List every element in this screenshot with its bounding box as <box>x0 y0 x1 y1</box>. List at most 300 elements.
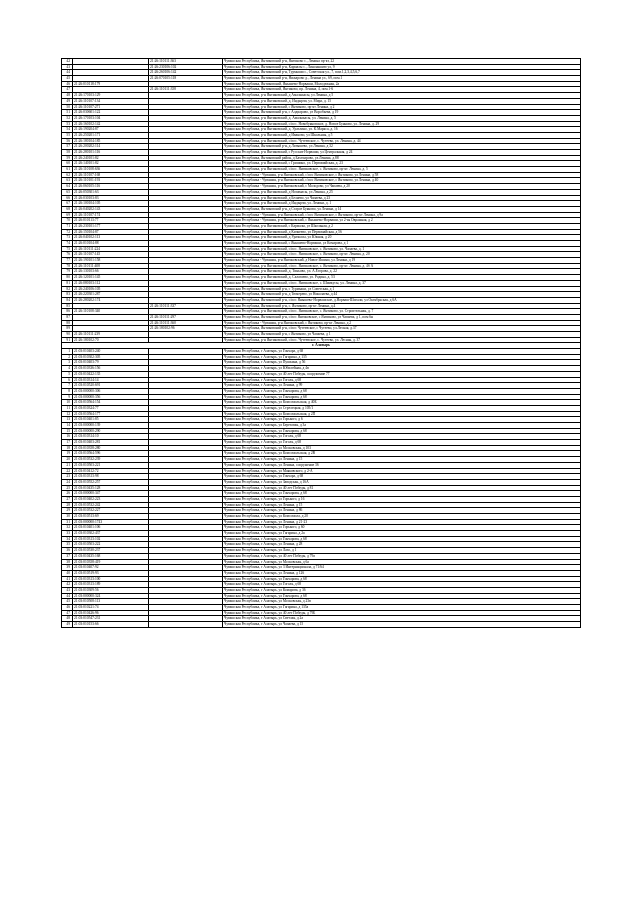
row-number: 2 <box>62 354 73 360</box>
address-cell: Чувашская Республика, г Алатырь, ул 40 лет Победы, д 81 <box>223 485 581 491</box>
address-cell: Чувашская Республика, Янтиковский р-н, с Янтиково, ул Чапаева, д 1 <box>223 332 581 338</box>
address-cell: Чувашская Республика - Чувашия, р-н Янтиковский, с Молодово, ул Чапаева, д 20 <box>223 184 581 190</box>
cadastral-number-land: 21:03:010564:596 <box>73 451 149 457</box>
cadastral-number-building: 21:26:260106:142 <box>149 70 223 76</box>
row-number: 44 <box>62 593 73 599</box>
row-number: 61 <box>62 167 73 173</box>
address-cell: Чувашская Республика, р-н Янтиковский, с/пос. Янтиковское, с. Янтиково, ул. Чапаева, д. 1 <box>223 246 581 252</box>
cadastral-number-land: 21:26:180102:70 <box>73 337 149 343</box>
row-number: 55 <box>62 132 73 138</box>
cadastral-number-land: 21:03:010153:66 <box>73 622 149 628</box>
address-cell: Чувашская Республика, р-н Янтиковский, д. Индырчи, ул. Мира, д. 15 <box>223 98 581 104</box>
cadastral-number-land: 21:26:240101:82 <box>73 155 149 161</box>
cadastral-number-land: 21:03:010508:113 <box>73 599 149 605</box>
row-number: 43 <box>62 64 73 70</box>
address-cell: Чувашская Республика, г Алатырь, ул Комарова, д 36 <box>223 587 581 593</box>
row-number: 88 <box>62 320 73 326</box>
cadastral-number-land: 21:03:000000:290 <box>73 428 149 434</box>
address-cell: Чувашская Республика, г Алатырь, ул Лазо, д 1 <box>223 548 581 554</box>
row-number: 90 <box>62 332 73 338</box>
address-cell: Чувашская Республика, г Алатырь, ул Гончарова, д 68 <box>223 576 581 582</box>
row-number: 14 <box>62 423 73 429</box>
row-number: 62 <box>62 172 73 178</box>
address-cell: Чувашская Республика, Янтиковский р-н, Турмыши с., Советская ул., 7, пом.1,2,3,4,5,6,7 <box>223 70 581 76</box>
row-number: 29 <box>62 508 73 514</box>
row-number: 25 <box>62 485 73 491</box>
address-cell: Чувашская Республика, Янтиковский р-н, с/пос Янтиковское, с Янтиково, ул Чапаева, д 1, пом 6н <box>223 314 581 320</box>
address-cell: Чувашская Республика, Янтиковский р-н, Кармалы с., Линоньшию ул, 9 <box>223 64 581 70</box>
address-cell: Чувашская Республика, г Алатырь, ул Горького, д 16 <box>223 496 581 502</box>
cadastral-number-building: 21:26:070105:118 <box>149 76 223 82</box>
document-page <box>61 58 580 628</box>
table-body-alatyr <box>62 349 581 628</box>
row-number: 17 <box>62 440 73 446</box>
table-row <box>62 622 581 628</box>
row-number: 69 <box>62 212 73 218</box>
table-body-yantikovsky <box>62 59 581 343</box>
row-number: 79 <box>62 269 73 275</box>
cadastral-number-land: 21:03:010313:102 <box>73 536 149 542</box>
row-number: 84 <box>62 297 73 303</box>
row-number: 38 <box>62 559 73 565</box>
address-cell: Чувашская Республика, р-н Янтиковский, с/пос. Янтиковское, с. Шимкусы, ул. Ленина, д. 37 <box>223 280 581 286</box>
address-cell: Чувашская Республика, г Алатырь, ул Комсомольская, д 2В <box>223 451 581 457</box>
row-number: 51 <box>62 110 73 116</box>
address-cell: Чувашская Республика, г Алатырь, ул Горького, д 6 <box>223 417 581 423</box>
cadastral-number-land: 21:03:000000:306 <box>73 388 149 394</box>
row-number: 52 <box>62 115 73 121</box>
cadastral-number-land: 21:26:010113:77 <box>73 218 149 224</box>
cadastral-number-land: 21:03:000000:347 <box>73 491 149 497</box>
cadastral-number-building: 21:26:110111:358 <box>149 87 223 93</box>
cadastral-number-land: 21:26:240106:105 <box>73 286 149 292</box>
cadastral-number-land: 21:26:110111:408 <box>73 263 149 269</box>
section-title: г. Алатырь <box>62 343 581 349</box>
address-cell: Чувашская Республика, г Алатырь, ул Светлая, д 2а <box>223 616 581 622</box>
address-cell: Чувашская Республика, Янтиковский р-н, Янтиково с., Ленина пр-кт, 22 <box>223 59 581 65</box>
row-number: 48 <box>62 93 73 99</box>
row-number: 9 <box>62 394 73 400</box>
address-cell: Чувашская Республика, р-н Янтиковский, с Гришино, ул. Первомайская, д. 23 <box>223 161 581 167</box>
row-number: 36 <box>62 548 73 554</box>
row-number: 28 <box>62 502 73 508</box>
cadastral-number-land: 21:26:160102:142 <box>73 121 149 127</box>
cadastral-number-land: 21:03:010302:437 <box>73 531 149 537</box>
cadastral-number-land: 21:03:010402:223 <box>73 496 149 502</box>
cadastral-number-land: 21:03:010422:135 <box>73 371 149 377</box>
row-number: 18 <box>62 445 73 451</box>
cadastral-number-land: 21:03:000000:1743 <box>73 519 149 525</box>
cadastral-number-building: 21:26:110111:297 <box>149 314 223 320</box>
row-number: 33 <box>62 531 73 537</box>
address-cell: Чувашская Республика - Чувашия, р-н Янтиковский, с Янтиково, пр-кт Ленина, д 2 <box>223 320 581 326</box>
cadastral-number-land: 21:26:010118:179 <box>73 81 149 87</box>
row-number: 42 <box>62 582 73 588</box>
address-cell: Чувашская Республика, г Алатырь, ул Гоголя, д 68 <box>223 377 581 383</box>
cadastral-number-land: 21:03:010532:239 <box>73 457 149 463</box>
cadastral-number-building: 21:26:230106:102 <box>149 64 223 70</box>
row-number: 41 <box>62 576 73 582</box>
row-number: 49 <box>62 98 73 104</box>
address-cell: Чувашская Республика, г Алатырь, ул Ленина, сооружение 36 <box>223 462 581 468</box>
cadastral-number-land: 21:26:080103:112 <box>73 280 149 286</box>
cadastral-number-land: 21:26:120101:145 <box>73 275 149 281</box>
cadastral-number-land: 21:03:010503:221 <box>73 462 149 468</box>
address-cell: Чувашская Республика, р-н Янтиковский, с/пос. Янтиковское, с. Янтиково, пр-кт. Ленина, д. 20 <box>223 252 581 258</box>
address-cell: Чувашская Республика, р-н Янтиковский, с Янышево-Норваши, ул Комарова, д 1 <box>223 241 581 247</box>
cadastral-number-land: 21:26:100104:105 <box>73 201 149 207</box>
address-cell: Чувашская Республика, Янтиковский р-н, с Турмыши, ул Советская, д 1 <box>223 286 581 292</box>
cadastral-number-land: 21:26:110107:145 <box>73 252 149 258</box>
address-cell: Чувашская Республика, р-н Янтиковский, д. Салагаево, ул. Родина, д. 53 <box>223 275 581 281</box>
row-number: 58 <box>62 150 73 156</box>
cadastral-number-land: 21:03:010403:240 <box>73 349 149 355</box>
row-number: 31 <box>62 519 73 525</box>
cadastral-number-land: 21:26:110101:193 <box>73 178 149 184</box>
row-number: 24 <box>62 479 73 485</box>
row-number: 47 <box>62 87 73 93</box>
row-number: 43 <box>62 587 73 593</box>
row-number: 44 <box>62 70 73 76</box>
address-cell: Чувашская Республика, г Алатырь, ул 40 лет Победы, д 79Б <box>223 610 581 616</box>
address-cell: Чувашская Республика, р-н Янтиковский, с Янтиково, пр-кт Ленина, д 2 <box>223 104 581 110</box>
row-number: 74 <box>62 241 73 247</box>
cadastral-number-land: 21:03:010401:85 <box>73 417 149 423</box>
row-number: 48 <box>62 616 73 622</box>
address-cell: Чувашская Республика, г Алатырь, ул Гончарова, д 68 <box>223 491 581 497</box>
row-number: 11 <box>62 405 73 411</box>
row-number: 34 <box>62 536 73 542</box>
row-number: 68 <box>62 206 73 212</box>
cadastral-number-land: 21:26:050301:63 <box>73 189 149 195</box>
row-number: 39 <box>62 565 73 571</box>
row-number: 30 <box>62 514 73 520</box>
cadastral-number-land: 21:03:010547:231 <box>73 616 149 622</box>
address-cell: Чувашская Республика, р-н Янтиковский, д Нопамасы, ул Ленина, д 25 <box>223 189 581 195</box>
row-number: 78 <box>62 263 73 269</box>
address-cell: Чувашская Республика, г Алатырь, ул Ленина, д 99 <box>223 383 581 389</box>
address-cell: Чувашская Республика, Янтиковский р-н, д Латышево, ул Ленина, д 32 <box>223 144 581 150</box>
row-number: 35 <box>62 542 73 548</box>
row-number: 16 <box>62 434 73 440</box>
address-cell: Чувашская Республика - Чувашия, р-н Янтиковский, с/пос Янтиковское, с Янтиково, ул Ленина, д 58 <box>223 172 581 178</box>
address-cell: Чувашская Республика, р-н Янтиковский, с/пос. Янтиковское, с. Янтиково, пр-кт. Ленина, д. 5 <box>223 167 581 173</box>
row-number: 23 <box>62 474 73 480</box>
address-cell: Чувашская Республика - Чувашия, р-н Янтиковский, д Новое Ишино, ул Ленина, д 19 <box>223 258 581 264</box>
row-number: 56 <box>62 138 73 144</box>
cadastral-number-land: 21:26:110108:636 <box>73 167 149 173</box>
address-cell: Чувашская Республика, р-н Янтиковский, д Амалыкасы, ул Ленина, д 5 <box>223 93 581 99</box>
address-cell: Чувашская Республика, г Алатырь, ул Гоголя, д 68 <box>223 582 581 588</box>
address-cell: Чувашская Республика, г Алатырь, ул Ленина, д 28 <box>223 542 581 548</box>
address-cell: Чувашская Республика, р-н Янтиковский, д. Уразлино, ул. К.Маркса, д. 16 <box>223 127 581 133</box>
cadastral-number-land: 21:03:010314:10 <box>73 434 149 440</box>
cadastral-number-building <box>149 622 223 628</box>
row-number: 47 <box>62 610 73 616</box>
cadastral-number-building: 21:26:110111:363 <box>149 59 223 65</box>
row-number: 3 <box>62 360 73 366</box>
address-cell: Чувашская Республика, Янтиковский р-н, д Старое Буяново, ул Ленина, д 14 <box>223 206 581 212</box>
cadastral-number-land: 21:26:200202:114 <box>73 144 149 150</box>
address-cell: Чувашская Республика, р-н Янтиковский, с/пос. Чутеевское, с. Чутеево, ул. Ленина, д. 44 <box>223 138 581 144</box>
address-cell: Чувашская Республика, г Алатырь, ул Березовая, д 3а <box>223 423 581 429</box>
cadastral-number-land: 21:26:150104:87 <box>73 229 149 235</box>
address-cell: Чувашская Республика, г Алатырь, ул 40 лет Победы, д 79а <box>223 553 581 559</box>
row-number: 5 <box>62 371 73 377</box>
address-cell: Чувашская Республика, р-н Янтиковский, с/пос. Новобуяновское, д. Новое Буяново, ул. Ленина, д. 29 <box>223 121 581 127</box>
cadastral-number-land: 21:03:010313:189 <box>73 582 149 588</box>
row-number: 4 <box>62 366 73 372</box>
address-cell: Чувашская Республика, г Алатырь, ул Гагарина, д 135 <box>223 354 581 360</box>
row-number: 13 <box>62 417 73 423</box>
address-cell: Чувашская Республика, Янтиковский, Янышево-Норваши, Молодежная, 2а <box>223 81 581 87</box>
address-cell: Чувашская Республика, р-н Янтиковский, с/пос. Янтиковское, с. Янтиково, ул. Строительная, д. 7 <box>223 309 581 315</box>
address-cell: Чувашская Республика - Чувашия, р-н Янтиковский, с/пос Янтиковское, с Янтиково, ул Ленина, д 40 <box>223 178 581 184</box>
address-cell: Чувашская Республика, р-н Янтиковский, с Русские Норваши, ул Центральная, д 24 <box>223 150 581 156</box>
cadastral-number-land: 21:03:010309:56 <box>73 587 149 593</box>
cadastral-number-land: 21:26:010104:88 <box>73 241 149 247</box>
row-number: 85 <box>62 303 73 309</box>
cadastral-number-land: 21:03:010412:72 <box>73 468 149 474</box>
cadastral-number-land: 21:03:010435:168 <box>73 553 149 559</box>
cadastral-number-land: 21:03:010313:100 <box>73 576 149 582</box>
address-cell: Чувашская Республика, г Алатырь, ул Ленина, д 21-23 <box>223 519 581 525</box>
address-cell: Чувашская Республика, р-н Янтиковский, с/пос. Чутеевское, с. Чутеево, ул. Лесная, д. 37 <box>223 337 581 343</box>
cadastral-number-land: 21:26:230101:177 <box>73 223 149 229</box>
address-cell: Чувашская Республика - Чувашия, р-н Янтиковский, с/пос Янтиковское, с Янтиково, пр-кт Ленина, д 9а <box>223 212 581 218</box>
cadastral-number-land: 21:03:010358:419 <box>73 559 149 565</box>
address-cell: Чувашская Республика, Янтиковский, Янтиково, пр. Ленина, 4, пом.1-6 <box>223 87 581 93</box>
row-number: 72 <box>62 229 73 235</box>
address-cell: Чувашская Республика, г Алатырь, ул 40 лет Победы, сооружение 77 <box>223 371 581 377</box>
address-cell: Чувашская Республика, г Алатырь, ул Заводская, д 16А <box>223 479 581 485</box>
row-number: 46 <box>62 81 73 87</box>
address-cell: Чувашская Республика, г Алатырь, ул Гоголя, д 68 <box>223 440 581 446</box>
cadastral-number-land: 21:26:220301:287 <box>73 292 149 298</box>
address-cell: Чувашская Республика, р-н Янтиковский, д Иваново, ул Школьная, д 5 <box>223 132 581 138</box>
cadastral-number-land: 21:03:010426:96 <box>73 610 149 616</box>
row-number: 49 <box>62 622 73 628</box>
row-number: 66 <box>62 195 73 201</box>
row-number: 63 <box>62 178 73 184</box>
cadastral-number-land: 21:26:170103:129 <box>73 93 149 99</box>
row-number: 76 <box>62 252 73 258</box>
address-cell: Чувашская Республика, Янтиковский р-н, Нижарово д., Ленина ул., 69, пом.1 <box>223 76 581 82</box>
row-number: 64 <box>62 184 73 190</box>
address-cell: Чувашская Республика, г Алатырь, ул Комсомольская, д 2П <box>223 411 581 417</box>
address-cell: Чувашская Республика, Янтиковский р-н, д Тюмерево, ул Николаева, д 44 <box>223 292 581 298</box>
cadastral-number-land: 21:03:010221:74 <box>73 605 149 611</box>
address-cell: Чувашская Республика, Янтиковский р-н, с/пос Янышево-Норвашское, д.Норваш-Шигали, ул Октябрьская, д 6А <box>223 297 581 303</box>
row-number: 32 <box>62 525 73 531</box>
cadastral-number-land: 21:26:040202:143 <box>73 206 149 212</box>
address-cell: Чувашская Республика, Янтиковский район, д Бахтиарово, ул.Ленина, д.88 <box>223 155 581 161</box>
row-number: 6 <box>62 377 73 383</box>
cadastral-number-building: 21:26:110111:360 <box>149 320 223 326</box>
cadastral-number-land: 21:03:010532:227 <box>73 508 149 514</box>
address-cell: Чувашская Республика, г Алатырь, ул Маяковского, д 2-А <box>223 468 581 474</box>
address-cell: Чувашская Республика, г Алатырь, ул Ленина, д 86 <box>223 508 581 514</box>
cadastral-number-land: 21:26:110107:134 <box>73 98 149 104</box>
cadastral-number-land: 21:03:000000:139 <box>73 423 149 429</box>
address-cell: Чувашская Республика, г Алатырь, ул Гончарова, д 68 <box>223 388 581 394</box>
property-table <box>61 58 581 628</box>
cadastral-number-land: 21:03:010519:93 <box>73 570 149 576</box>
cadastral-number-land: 21:26:110111:224 <box>73 246 149 252</box>
cadastral-number-land: 21:03:010513:69 <box>73 514 149 520</box>
cadastral-number-land: 21:26:060105:116 <box>73 184 149 190</box>
cadastral-number-land: 21:03:010435:128 <box>73 485 149 491</box>
row-number: 89 <box>62 326 73 332</box>
row-number: 77 <box>62 258 73 264</box>
row-number: 91 <box>62 337 73 343</box>
row-number: 73 <box>62 235 73 241</box>
address-cell: Чувашская Республика, г Алатырь, ул Горького, д 60 <box>223 525 581 531</box>
cadastral-number-land: 21:26:280202:174 <box>73 297 149 303</box>
address-cell: Чувашская Республика, г Алатырь, ул Московская, д 23в <box>223 599 581 605</box>
row-number: 71 <box>62 223 73 229</box>
cadastral-number-land: 21:26:110107:271 <box>73 104 149 110</box>
address-cell: Чувашская Республика, Янтиковский р-н, с Алдиарово, ул Воробьева, д 19 <box>223 110 581 116</box>
cadastral-number-land: 21:03:010407:92 <box>73 565 149 571</box>
cadastral-number-building: 21:26:110111:337 <box>149 303 223 309</box>
address-cell: Чувашская Республика, р-н Янтиковский, с Кармалы, ул Школьная, д 2 <box>223 223 581 229</box>
address-cell: Чувашская Республика, г Алатырь, ул Комсомола, д 20 <box>223 514 581 520</box>
address-cell: Чувашская Республика, г Алатырь, ул Гончара, д 68 <box>223 349 581 355</box>
cadastral-number-land: 21:26:170103:104 <box>73 115 149 121</box>
row-number: 15 <box>62 428 73 434</box>
row-number: 87 <box>62 314 73 320</box>
row-number: 80 <box>62 275 73 281</box>
cadastral-number-land: 21:03:000000:324 <box>73 593 149 599</box>
cadastral-number-land: 21:03:010564:154 <box>73 400 149 406</box>
row-number: 70 <box>62 218 73 224</box>
row-number: 83 <box>62 292 73 298</box>
row-number: 12 <box>62 411 73 417</box>
cadastral-number-land: 21:26:180104:185 <box>73 138 149 144</box>
address-cell: Чувашская Республика, р-н Янтиковский, с/пос. Янтиковское, с. Янтиково, пр-кт. Ленина, д. 4б А <box>223 263 581 269</box>
address-cell: Чувашская Республика, г Алатырь, ул Пушкина, д 56 <box>223 360 581 366</box>
cadastral-number-land: 21:03:010552:257 <box>73 479 149 485</box>
row-number: 45 <box>62 599 73 605</box>
cadastral-number-land: 21:03:010324:77 <box>73 405 149 411</box>
row-number: 42 <box>62 59 73 65</box>
cadastral-number-land: 21:03:000000:356 <box>73 394 149 400</box>
row-number: 10 <box>62 400 73 406</box>
address-cell: Чувашская Республика, г Алатырь, ул Гагарина, д 135а <box>223 605 581 611</box>
row-number: 40 <box>62 570 73 576</box>
address-cell: Чувашская Республика, Янтиковский р-н, с. Янтиково, пр-кт Ленина, д.4 <box>223 303 581 309</box>
cadastral-number-land: 21:26:110108:340 <box>73 309 149 315</box>
row-number: 45 <box>62 76 73 82</box>
address-cell: Чувашская Республика, г Алатырь, ул Гончарова, д 68 <box>223 428 581 434</box>
row-number: 82 <box>62 286 73 292</box>
row-number: 26 <box>62 491 73 497</box>
address-cell: Чувашская Республика, г Алатырь, ул Гагарина, д 2а <box>223 531 581 537</box>
cadastral-number-land: 21:26:110111:239 <box>73 332 149 338</box>
address-cell: Чувашская Республика, г Алатырь, ул Комсомольская, д 40Б <box>223 400 581 406</box>
row-number: 67 <box>62 201 73 207</box>
address-cell: Чувашская Республика, г Алатырь, ул Юбилейная, д 4в <box>223 366 581 372</box>
cadastral-number-land: 21:26:140101:82 <box>73 161 149 167</box>
cadastral-number-land: 21:03:010401:106 <box>73 525 149 531</box>
cadastral-number-land: 21:26:030601:122 <box>73 110 149 116</box>
address-cell: Чувашская Республика, г Алатырь, ул Ленина, д 15 <box>223 502 581 508</box>
row-number: 59 <box>62 155 73 161</box>
address-cell: Чувашская Республика, г Алатырь, ул 3 Интернационала, д 71/64 <box>223 565 581 571</box>
address-cell: Чувашская Республика, Янтиковский р-н, с/пос Чутеевское, с Чутеево, ул.Лесная, д.37 <box>223 326 581 332</box>
address-cell: Чувашская Республика, г Алатырь, ул Гончарова, д 68 <box>223 593 581 599</box>
address-cell: Чувашская Республика, р-н Янтиковский, д Уразкасы, ул Южная, д 20 <box>223 235 581 241</box>
cadastral-number-land: 21:26:190204:87 <box>73 127 149 133</box>
address-cell: Чувашская Республика, г Алатырь, ул Московская, д 6а <box>223 559 581 565</box>
address-cell: Чувашская Республика, г Алатырь, ул Гончара, д 68 <box>223 474 581 480</box>
cadastral-number-land: 21:03:010520:691 <box>73 383 149 389</box>
cadastral-number-land: 21:03:010403:281 <box>73 440 149 446</box>
row-number: 65 <box>62 189 73 195</box>
row-number: 8 <box>62 388 73 394</box>
address-cell: Чувашская Республика, р-н Янтиковский, д Беляево, ул Чапаева, д 23 <box>223 195 581 201</box>
row-number: 1 <box>62 349 73 355</box>
row-number: 50 <box>62 104 73 110</box>
cadastral-number-land: 21:26:110107:168 <box>73 172 149 178</box>
row-number: 37 <box>62 553 73 559</box>
address-cell: Чувашская Республика - Чувашия, р-н Янтиковский, с Янышево-Норваши, ул 2-ая Овражная, д 2 <box>223 218 581 224</box>
row-number: 81 <box>62 280 73 286</box>
row-number: 22 <box>62 468 73 474</box>
cadastral-number-land: 21:03:010564:177 <box>73 411 149 417</box>
address-cell: Чувашская Республика, г Алатырь, ул Чапаева, д 15 <box>223 622 581 628</box>
row-number: 60 <box>62 161 73 167</box>
cadastral-number-land: 21:03:010302:305 <box>73 354 149 360</box>
row-number: 7 <box>62 383 73 389</box>
address-cell: Чувашская Республика, р-н Янтиковский, д Кичкеево, ул Первомайская, д 56 <box>223 229 581 235</box>
row-number: 20 <box>62 457 73 463</box>
address-cell: Чувашская Республика, г Алатырь, ул Стрелецкая, д 105/1 <box>223 405 581 411</box>
row-number: 46 <box>62 605 73 611</box>
address-cell: Чувашская Республика, г Алатырь, ул Гончарова, д 68 <box>223 536 581 542</box>
cadastral-number-land: 21:03:010314:14 <box>73 377 149 383</box>
row-number: 75 <box>62 246 73 252</box>
cadastral-number-land: 21:26:040102:113 <box>73 235 149 241</box>
address-cell: Чувашская Республика, г Алатырь, ул Гончарова, д 68 <box>223 394 581 400</box>
cadastral-number-land: 21:26:250201:171 <box>73 132 149 138</box>
row-number: 53 <box>62 121 73 127</box>
cadastral-number-land: 21:26:190101:158 <box>73 258 149 264</box>
row-number: 54 <box>62 127 73 133</box>
row-number: 19 <box>62 451 73 457</box>
address-cell: Чувашская Республика, г Алатырь, ул Гоголя, д 68 <box>223 434 581 440</box>
cadastral-number-land: 21:26:110107:174 <box>73 212 149 218</box>
cadastral-number-land: 21:03:010532:242 <box>73 502 149 508</box>
address-cell: Чувашская Республика, р-н Янтиковский, д Индырчи, ул. Ленина, д. 1 <box>223 201 581 207</box>
row-number: 27 <box>62 496 73 502</box>
cadastral-number-land: 21:03:010503:222 <box>73 542 149 548</box>
address-cell: Чувашская Республика, г Алатырь, ул Ленина, д 15 <box>223 457 581 463</box>
cadastral-number-land: 21:26:130103:66 <box>73 269 149 275</box>
address-cell: Чувашская Республика, р-н Янтиковский, д. Амалыкасы, ул. Ленина, д. 5 <box>223 115 581 121</box>
row-number: 57 <box>62 144 73 150</box>
row-number: 21 <box>62 462 73 468</box>
row-number: 86 <box>62 309 73 315</box>
address-cell: Чувашская Республика, г Алатырь, ул Ленина, д 126 <box>223 570 581 576</box>
cadastral-number-land: 21:03:010313:98 <box>73 474 149 480</box>
address-cell: Чувашская Республика, г Алатырь, ул Московская, д 103 <box>223 445 581 451</box>
cadastral-number-land: 21:03:010403:79 <box>73 360 149 366</box>
cadastral-number-land: 21:03:010530:237 <box>73 548 149 554</box>
cadastral-number-land: 21:03:010336:156 <box>73 366 149 372</box>
cadastral-number-building: 21:26:180102:96 <box>149 326 223 332</box>
